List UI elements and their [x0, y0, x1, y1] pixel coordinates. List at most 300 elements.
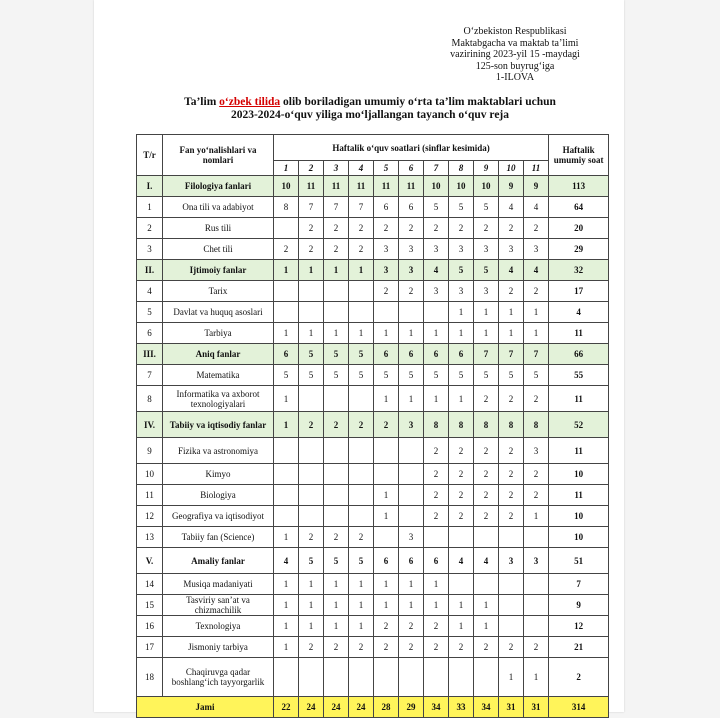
hours-cell: 2 — [474, 485, 499, 506]
hours-cell — [374, 527, 399, 548]
hours-cell: 5 — [299, 548, 324, 574]
hours-cell — [449, 574, 474, 595]
hours-cell: 3 — [449, 239, 474, 260]
hours-cell — [324, 281, 349, 302]
hours-cell — [299, 386, 324, 412]
total-label: Jami — [137, 697, 274, 718]
row-number: 16 — [137, 616, 163, 637]
hours-cell: 10 — [474, 176, 499, 197]
hours-cell: 2 — [324, 218, 349, 239]
hours-cell — [349, 506, 374, 527]
grade-header-cell: 6 — [399, 161, 424, 176]
row-number: 1 — [137, 197, 163, 218]
hours-cell: 2 — [474, 218, 499, 239]
column-header-number: T/r — [137, 135, 163, 176]
total-hours-cell: 34 — [424, 697, 449, 718]
hours-cell — [474, 658, 499, 697]
hours-cell: 5 — [474, 260, 499, 281]
hours-cell: 2 — [349, 239, 374, 260]
grade-header-cell: 7 — [424, 161, 449, 176]
subject-row — [137, 365, 609, 386]
hours-cell: 5 — [399, 365, 424, 386]
row-number: I. — [137, 176, 163, 197]
hours-cell: 2 — [349, 412, 374, 438]
total-hours-cell: 11 — [549, 485, 609, 506]
total-hours-cell: 7 — [549, 574, 609, 595]
hours-cell: 3 — [499, 239, 524, 260]
hours-cell: 2 — [324, 412, 349, 438]
hours-cell: 2 — [399, 616, 424, 637]
hours-cell: 11 — [324, 176, 349, 197]
subject-name: Ijtimoiy fanlar — [163, 260, 274, 281]
hours-cell: 2 — [474, 637, 499, 658]
grade-header-cell: 5 — [374, 161, 399, 176]
group-row — [137, 548, 609, 574]
hours-cell — [374, 658, 399, 697]
hours-cell: 2 — [449, 485, 474, 506]
hours-cell: 1 — [274, 386, 299, 412]
row-number: 4 — [137, 281, 163, 302]
hours-cell: 1 — [399, 386, 424, 412]
hours-cell — [274, 658, 299, 697]
hours-cell — [324, 438, 349, 464]
hours-cell: 10 — [449, 176, 474, 197]
subject-name: Musiqa madaniyati — [163, 574, 274, 595]
hours-cell: 2 — [399, 637, 424, 658]
hours-cell: 1 — [349, 595, 374, 616]
hours-cell: 3 — [524, 239, 549, 260]
row-number: 6 — [137, 323, 163, 344]
hours-cell: 1 — [324, 595, 349, 616]
hours-cell: 1 — [449, 302, 474, 323]
total-hours-cell: 10 — [549, 464, 609, 485]
hours-cell: 6 — [424, 344, 449, 365]
hours-cell: 2 — [474, 386, 499, 412]
hours-cell: 4 — [274, 548, 299, 574]
hours-cell: 1 — [374, 574, 399, 595]
hours-cell: 1 — [449, 323, 474, 344]
total-hours-cell: 20 — [549, 218, 609, 239]
subject-name: Fizika va astronomiya — [163, 438, 274, 464]
total-hours-cell: 55 — [549, 365, 609, 386]
title-part: Ta’lim — [184, 96, 220, 108]
subject-row — [137, 239, 609, 260]
hours-cell: 1 — [499, 323, 524, 344]
hours-cell: 5 — [274, 365, 299, 386]
total-hours-cell: 64 — [549, 197, 609, 218]
row-number: V. — [137, 548, 163, 574]
hours-cell: 3 — [399, 527, 424, 548]
hours-cell: 3 — [399, 260, 424, 281]
hours-cell — [349, 658, 374, 697]
hours-cell: 1 — [524, 506, 549, 527]
hours-cell — [274, 302, 299, 323]
subject-name: Geografiya va iqtisodiyot — [163, 506, 274, 527]
hours-cell: 2 — [449, 464, 474, 485]
subject-name: Chet tili — [163, 239, 274, 260]
row-number: II. — [137, 260, 163, 281]
hours-cell: 7 — [299, 197, 324, 218]
hours-cell: 6 — [399, 548, 424, 574]
hours-cell: 3 — [524, 438, 549, 464]
hours-cell: 1 — [324, 323, 349, 344]
hours-cell: 8 — [274, 197, 299, 218]
hours-cell: 2 — [299, 218, 324, 239]
hours-cell: 2 — [374, 412, 399, 438]
grade-header-cell: 8 — [449, 161, 474, 176]
approval-line: vazirining 2023-yil 15 -maydagi — [450, 49, 580, 61]
hours-cell — [449, 527, 474, 548]
hours-cell — [349, 386, 374, 412]
hours-cell: 2 — [524, 464, 549, 485]
hours-cell: 1 — [449, 616, 474, 637]
hours-cell — [324, 485, 349, 506]
hours-cell — [274, 485, 299, 506]
hours-cell: 1 — [274, 595, 299, 616]
hours-cell — [399, 506, 424, 527]
hours-cell: 11 — [399, 176, 424, 197]
hours-cell — [299, 464, 324, 485]
group-row — [137, 412, 609, 438]
hours-cell: 1 — [324, 574, 349, 595]
subject-row — [137, 506, 609, 527]
subject-row — [137, 197, 609, 218]
hours-cell: 8 — [524, 412, 549, 438]
approval-line: 125-son buyrug‘iga — [475, 60, 555, 72]
hours-cell — [299, 658, 324, 697]
hours-cell — [524, 574, 549, 595]
hours-cell: 5 — [324, 548, 349, 574]
total-hours-cell: 24 — [324, 697, 349, 718]
subject-name: Tabiiy fan (Science) — [163, 527, 274, 548]
row-number: 15 — [137, 595, 163, 616]
hours-cell: 2 — [499, 281, 524, 302]
hours-cell — [274, 506, 299, 527]
hours-cell: 1 — [349, 323, 374, 344]
total-hours-cell: 11 — [549, 386, 609, 412]
subject-row — [137, 616, 609, 637]
hours-cell — [399, 438, 424, 464]
hours-cell: 1 — [324, 260, 349, 281]
hours-cell: 7 — [474, 344, 499, 365]
grade-header-cell: 9 — [474, 161, 499, 176]
total-hours-cell: 51 — [549, 548, 609, 574]
total-hours-cell: 28 — [374, 697, 399, 718]
hours-cell: 5 — [424, 365, 449, 386]
approval-line: 1-ILOVA — [495, 72, 535, 84]
subject-name: Tarbiya — [163, 323, 274, 344]
hours-cell: 2 — [299, 637, 324, 658]
hours-cell: 1 — [424, 323, 449, 344]
hours-cell: 3 — [474, 239, 499, 260]
hours-cell — [274, 281, 299, 302]
hours-cell: 7 — [499, 344, 524, 365]
hours-cell: 1 — [374, 386, 399, 412]
hours-cell — [474, 527, 499, 548]
subject-row — [137, 637, 609, 658]
column-header-weekly-hours: Haftalik o‘quv soatlari (sinflar kesimida) — [274, 135, 549, 161]
hours-cell — [299, 281, 324, 302]
hours-cell: 1 — [474, 616, 499, 637]
hours-cell — [499, 574, 524, 595]
hours-cell: 1 — [274, 260, 299, 281]
hours-cell: 2 — [399, 281, 424, 302]
hours-cell: 1 — [474, 595, 499, 616]
total-hours-cell: 113 — [549, 176, 609, 197]
subject-row — [137, 527, 609, 548]
hours-cell: 5 — [324, 344, 349, 365]
hours-cell — [374, 464, 399, 485]
hours-cell: 1 — [474, 302, 499, 323]
row-number: IV. — [137, 412, 163, 438]
hours-cell: 9 — [524, 176, 549, 197]
hours-cell: 1 — [524, 323, 549, 344]
hours-cell: 1 — [274, 616, 299, 637]
hours-cell: 8 — [449, 412, 474, 438]
subject-name: Davlat va huquq asoslari — [163, 302, 274, 323]
hours-cell: 3 — [499, 548, 524, 574]
hours-cell: 1 — [299, 574, 324, 595]
hours-cell: 9 — [499, 176, 524, 197]
subject-name: Filologiya fanlari — [163, 176, 274, 197]
row-number: 18 — [137, 658, 163, 697]
hours-cell — [499, 616, 524, 637]
hours-cell — [324, 386, 349, 412]
total-hours-cell: 12 — [549, 616, 609, 637]
subject-name: Amaliy fanlar — [163, 548, 274, 574]
total-hours-cell: 9 — [549, 595, 609, 616]
hours-cell: 1 — [524, 302, 549, 323]
grand-total-cell: 314 — [549, 697, 609, 718]
hours-cell: 1 — [274, 323, 299, 344]
hours-cell — [499, 527, 524, 548]
group-row — [137, 344, 609, 365]
hours-cell — [274, 464, 299, 485]
total-hours-cell: 17 — [549, 281, 609, 302]
hours-cell: 2 — [449, 218, 474, 239]
hours-cell: 11 — [349, 176, 374, 197]
subject-row — [137, 464, 609, 485]
subject-name: Chaqiruvga qadar boshlang‘ich tayyorgarlik — [163, 658, 274, 697]
subject-name: Matematika — [163, 365, 274, 386]
column-header-total: Haftalik umumiy soat — [549, 135, 609, 176]
hours-cell: 6 — [449, 344, 474, 365]
hours-cell: 5 — [449, 197, 474, 218]
hours-cell: 4 — [499, 260, 524, 281]
total-hours-cell: 66 — [549, 344, 609, 365]
subject-row — [137, 574, 609, 595]
title-part: olib boriladigan umumiy o‘rta ta’lim maktablari uchun — [280, 96, 556, 108]
approval-note — [430, 26, 600, 84]
hours-cell: 2 — [299, 527, 324, 548]
grade-header-cell: 10 — [499, 161, 524, 176]
hours-cell: 5 — [349, 365, 374, 386]
approval-line: Maktabgacha va maktab ta’limi — [451, 37, 579, 49]
hours-cell: 1 — [399, 574, 424, 595]
hours-cell: 2 — [424, 218, 449, 239]
total-hours-cell: 2 — [549, 658, 609, 697]
hours-cell: 2 — [524, 485, 549, 506]
hours-cell: 2 — [524, 281, 549, 302]
group-row — [137, 176, 609, 197]
hours-cell: 8 — [499, 412, 524, 438]
hours-cell — [349, 281, 374, 302]
total-hours-cell: 24 — [349, 697, 374, 718]
hours-cell: 1 — [349, 574, 374, 595]
subject-name: Tarix — [163, 281, 274, 302]
hours-cell: 1 — [349, 616, 374, 637]
row-number: 17 — [137, 637, 163, 658]
subject-row — [137, 485, 609, 506]
hours-cell: 2 — [474, 438, 499, 464]
hours-cell: 5 — [524, 365, 549, 386]
hours-cell: 2 — [324, 637, 349, 658]
total-hours-cell: 22 — [274, 697, 299, 718]
hours-cell: 2 — [499, 438, 524, 464]
hours-cell: 4 — [524, 197, 549, 218]
subject-row — [137, 386, 609, 412]
hours-cell — [274, 438, 299, 464]
hours-cell — [324, 464, 349, 485]
hours-cell: 2 — [374, 616, 399, 637]
hours-cell: 2 — [349, 637, 374, 658]
hours-cell: 3 — [449, 281, 474, 302]
total-hours-cell: 10 — [549, 527, 609, 548]
hours-cell: 2 — [524, 637, 549, 658]
hours-cell: 1 — [449, 386, 474, 412]
hours-cell: 1 — [399, 595, 424, 616]
total-hours-cell: 11 — [549, 323, 609, 344]
hours-cell: 1 — [274, 574, 299, 595]
subject-name: Jismoniy tarbiya — [163, 637, 274, 658]
hours-cell: 3 — [424, 239, 449, 260]
hours-cell: 1 — [399, 323, 424, 344]
subject-row — [137, 438, 609, 464]
hours-cell — [474, 574, 499, 595]
hours-cell — [524, 595, 549, 616]
hours-cell: 2 — [449, 438, 474, 464]
subject-row — [137, 323, 609, 344]
hours-cell: 5 — [299, 365, 324, 386]
hours-cell — [299, 485, 324, 506]
hours-cell — [449, 658, 474, 697]
hours-cell: 4 — [474, 548, 499, 574]
hours-cell: 3 — [374, 239, 399, 260]
hours-cell — [424, 527, 449, 548]
hours-cell: 2 — [399, 218, 424, 239]
hours-cell — [349, 302, 374, 323]
hours-cell: 2 — [524, 218, 549, 239]
hours-cell: 1 — [299, 323, 324, 344]
hours-cell: 5 — [324, 365, 349, 386]
row-number: 8 — [137, 386, 163, 412]
total-hours-cell: 52 — [549, 412, 609, 438]
hours-cell — [299, 302, 324, 323]
hours-cell: 6 — [399, 197, 424, 218]
hours-cell: 10 — [424, 176, 449, 197]
hours-cell: 5 — [474, 365, 499, 386]
hours-cell: 2 — [524, 386, 549, 412]
row-number: 10 — [137, 464, 163, 485]
hours-cell: 2 — [274, 239, 299, 260]
hours-cell: 2 — [424, 616, 449, 637]
hours-cell: 5 — [299, 344, 324, 365]
subject-name: Informatika va axborot texnologiyalari — [163, 386, 274, 412]
hours-cell: 2 — [424, 506, 449, 527]
hours-cell — [424, 302, 449, 323]
hours-cell: 2 — [474, 506, 499, 527]
hours-cell: 7 — [524, 344, 549, 365]
hours-cell: 1 — [374, 485, 399, 506]
grade-header-cell: 2 — [299, 161, 324, 176]
subject-row — [137, 595, 609, 616]
total-hours-cell: 29 — [399, 697, 424, 718]
hours-cell: 1 — [274, 527, 299, 548]
hours-cell: 1 — [499, 658, 524, 697]
hours-cell: 2 — [499, 218, 524, 239]
hours-cell: 1 — [324, 616, 349, 637]
subject-name: Kimyo — [163, 464, 274, 485]
hours-cell — [524, 527, 549, 548]
hours-cell: 6 — [374, 197, 399, 218]
total-hours-cell: 34 — [474, 697, 499, 718]
hours-cell — [374, 438, 399, 464]
group-row — [137, 260, 609, 281]
hours-cell: 1 — [299, 260, 324, 281]
hours-cell: 2 — [474, 464, 499, 485]
hours-cell: 3 — [424, 281, 449, 302]
approval-line: O‘zbekiston Respublikasi — [463, 26, 567, 37]
hours-cell: 5 — [499, 365, 524, 386]
hours-cell: 6 — [374, 548, 399, 574]
grade-header-cell: 3 — [324, 161, 349, 176]
hours-cell: 1 — [374, 595, 399, 616]
total-hours-cell: 11 — [549, 438, 609, 464]
hours-cell: 5 — [349, 344, 374, 365]
hours-cell: 8 — [424, 412, 449, 438]
hours-cell — [299, 506, 324, 527]
hours-cell: 2 — [424, 637, 449, 658]
row-number: III. — [137, 344, 163, 365]
hours-cell: 7 — [324, 197, 349, 218]
total-hours-cell: 29 — [549, 239, 609, 260]
row-number: 2 — [137, 218, 163, 239]
hours-cell: 2 — [449, 506, 474, 527]
hours-cell: 2 — [299, 239, 324, 260]
hours-cell — [399, 485, 424, 506]
hours-cell: 1 — [449, 595, 474, 616]
hours-cell: 4 — [524, 260, 549, 281]
hours-cell: 11 — [299, 176, 324, 197]
hours-cell — [324, 302, 349, 323]
hours-cell — [399, 464, 424, 485]
hours-cell — [399, 302, 424, 323]
hours-cell: 6 — [274, 344, 299, 365]
hours-cell: 6 — [424, 548, 449, 574]
hours-cell: 1 — [424, 574, 449, 595]
hours-cell: 2 — [424, 438, 449, 464]
subject-name: Ona tili va adabiyot — [163, 197, 274, 218]
grade-header-cell: 4 — [349, 161, 374, 176]
grade-header-cell: 11 — [524, 161, 549, 176]
hours-cell: 2 — [499, 637, 524, 658]
hours-cell — [499, 595, 524, 616]
hours-cell: 2 — [374, 218, 399, 239]
hours-cell: 10 — [274, 176, 299, 197]
row-number: 3 — [137, 239, 163, 260]
hours-cell — [349, 485, 374, 506]
row-number: 9 — [137, 438, 163, 464]
